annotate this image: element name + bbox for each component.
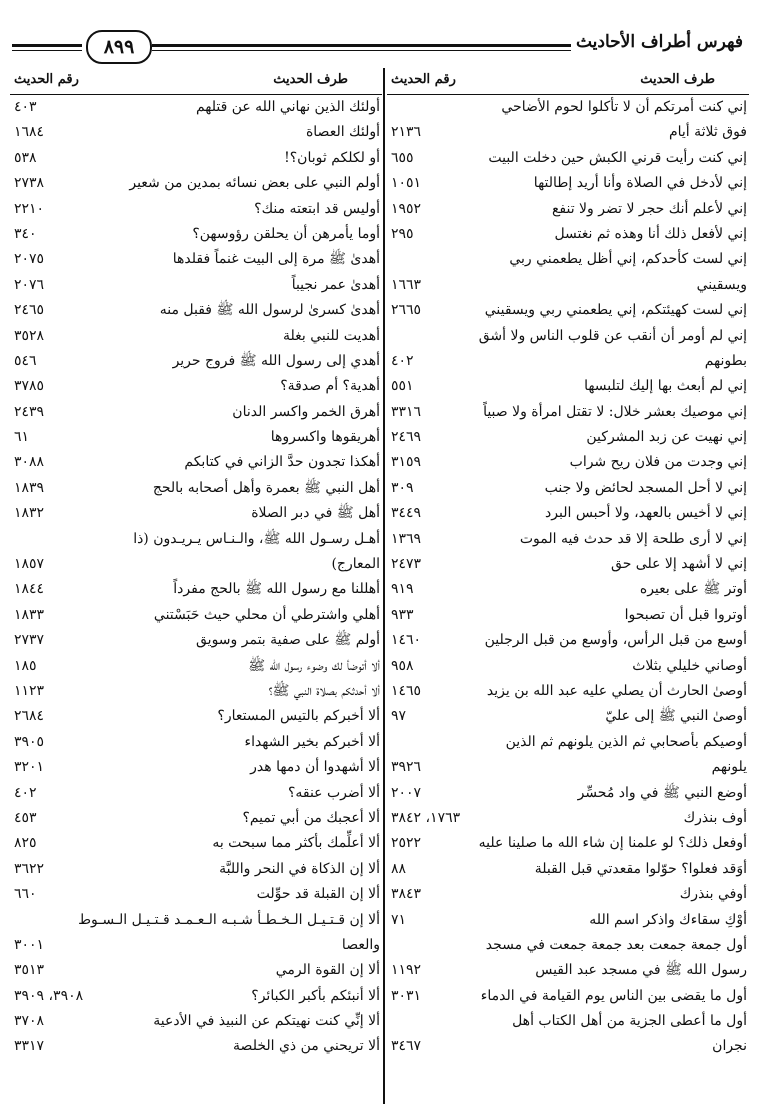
- index-entry: [10, 120, 382, 145]
- index-entry: [10, 679, 382, 704]
- index-entry: [10, 1009, 382, 1034]
- hadith-number: ٣٦٢٢: [14, 860, 45, 877]
- index-entry: [387, 806, 749, 831]
- hadith-text: نجران: [712, 1038, 747, 1055]
- hadith-text: أهكذا تجدون حدَّ الزاني في كتابكم: [184, 454, 380, 471]
- index-entry: [10, 171, 382, 196]
- index-entry: [387, 781, 749, 806]
- hadith-text: إني لأعلم أنك حجر لا تضر ولا تنفع: [551, 200, 747, 217]
- hadith-number: ٣٨٤٣: [391, 886, 422, 903]
- hadith-text: إني لست كأحدكم، إني أظل يطعمني ربي: [509, 251, 747, 268]
- index-entry: [387, 400, 749, 425]
- index-entry: [10, 247, 382, 272]
- hadith-number: ٢٢١٠: [14, 200, 45, 217]
- hadith-text: أهدىٰ كسرىٰ لرسول الله ﷺ فقبل منه: [159, 302, 380, 319]
- index-entry: [387, 654, 749, 679]
- index-entry: [10, 425, 382, 450]
- index-entry: [10, 730, 382, 755]
- hadith-number: ٥٣٨: [14, 149, 37, 166]
- hadith-text: أولم ﷺ على صفية بتمر وسويق: [196, 632, 380, 649]
- page-number: ٨٩٩: [86, 30, 152, 64]
- page-title: فهرس أطراف الأحاديث: [575, 32, 743, 52]
- index-entry: [10, 1034, 382, 1059]
- left-column: [10, 68, 382, 1100]
- index-entry: [10, 400, 382, 425]
- hadith-number: ٢٦٨٤: [14, 708, 45, 725]
- right-column: [387, 68, 749, 1100]
- hadith-number: ١٩٥٢: [391, 200, 422, 217]
- hadith-number: ٣٢٠١: [14, 759, 45, 776]
- hadith-text: أوتروا قبل أن تصبحوا: [624, 606, 747, 623]
- index-entry: [10, 501, 382, 526]
- index-entry: [387, 704, 749, 729]
- index-entry: [387, 501, 749, 526]
- index-entry: [387, 222, 749, 247]
- hadith-number: ١٦٦٣: [391, 276, 422, 293]
- hadith-text: ألا أحدثكم بصلاة النبي ﷺ؟: [268, 682, 380, 699]
- index-entry: [10, 781, 382, 806]
- hadith-number: ٩٣٣: [391, 606, 414, 623]
- index-entry: [10, 908, 382, 933]
- hadith-number: ٣٩٠٨، ٣٩٠٩: [14, 987, 84, 1004]
- hadith-number: ٤٠٢: [391, 352, 414, 369]
- index-entry: [387, 679, 749, 704]
- hadith-number: ٨٨: [391, 860, 407, 877]
- hadith-number: ١٨٥٧: [14, 556, 45, 573]
- index-entry: [10, 704, 382, 729]
- hadith-number: ١١٢٣: [14, 682, 45, 699]
- index-entry: [10, 298, 382, 323]
- hadith-text: ويسقيني: [696, 276, 747, 293]
- hadith-text: أوَقد فعلوا؟ حوّلوا مقعدتي قبل القبلة: [534, 860, 747, 877]
- hadith-text: أوصىٰ الحارث أن يصلي عليه عبد الله بن يزيد: [486, 682, 747, 699]
- index-entry: [387, 171, 749, 196]
- hadith-text: بطونهم: [704, 352, 747, 369]
- hadith-text: أهدية؟ أم صدقة؟: [280, 378, 380, 395]
- index-entry: [387, 603, 749, 628]
- index-entry: [387, 476, 749, 501]
- index-entry: [10, 527, 382, 552]
- index-entry: [387, 273, 749, 298]
- hadith-text: أوصىٰ النبي ﷺ إلى عليّ: [605, 708, 747, 725]
- hadith-text: أوفي بنذرك: [679, 886, 747, 903]
- hadith-text: أهل النبي ﷺ بعمرة وأهل أصحابه بالحج: [152, 479, 380, 496]
- index-entry: [10, 222, 382, 247]
- hadith-text: أهدي إلى رسول الله ﷺ فروج حرير: [172, 352, 380, 369]
- hadith-text: إني كنت أمرتكم أن لا تأكلوا لحوم الأضاحي: [501, 99, 747, 115]
- hadith-text: رسول الله ﷺ في مسجد عبد القيس: [535, 962, 747, 979]
- hadith-number: ١١٩٢: [391, 962, 422, 979]
- hadith-number: ٣٤٠: [14, 225, 37, 242]
- hadith-number: ٢١٣٦: [391, 124, 422, 141]
- hadith-number: ٣٧٨٥: [14, 378, 45, 395]
- index-entry: [10, 552, 382, 577]
- hadith-text: أولئك العصاة: [305, 124, 380, 141]
- hadith-text: أهللنا مع رسول الله ﷺ بالحج مفرداً: [173, 581, 380, 598]
- hadith-text: أوما يأمرهن أن يحلقن رؤوسهن؟: [192, 225, 380, 242]
- hadith-text: أول ما أعطى الجزية من أهل الكتاب أهل: [512, 1013, 747, 1030]
- hadith-number: ٢٠٧٥: [14, 251, 45, 268]
- hadith-text: إني موصيك بعشر خلال: لا تقتل امرأة ولا صبياً: [483, 403, 747, 420]
- hadith-text: أهدىٰ عمر نجيباً: [291, 276, 380, 293]
- index-entry: [10, 603, 382, 628]
- hadith-number: ٢٧٣٧: [14, 632, 45, 649]
- hadith-text: والعصا: [341, 936, 380, 953]
- hadith-number: ١٦٨٤: [14, 124, 45, 141]
- hadith-number: ١٨٥: [14, 657, 37, 674]
- hadith-text: ألا إن القبلة قد حوِّلت: [256, 886, 380, 903]
- index-entry: [10, 197, 382, 222]
- index-entry: [10, 95, 382, 120]
- hadith-text: أهريقوها واكسروها: [270, 429, 380, 446]
- header-rule: [152, 44, 571, 47]
- hadith-number: ٣٠٠١: [14, 936, 45, 953]
- hadith-number: ٣٤٤٩: [391, 505, 422, 522]
- index-entry: [387, 984, 749, 1009]
- index-entry: [10, 984, 382, 1009]
- hadith-number: ٢٤٧٣: [391, 556, 422, 573]
- hadith-number: ٣٥٢٨: [14, 327, 45, 344]
- index-entry: [10, 349, 382, 374]
- hadith-number: ٣٠٣١: [391, 987, 422, 1004]
- hadith-number: ٢٠٠٧: [391, 784, 422, 801]
- index-entry: [387, 857, 749, 882]
- hadith-number: ٧١: [391, 911, 407, 928]
- index-entry: [387, 374, 749, 399]
- hadith-text: أوليس قد ابتعته منك؟: [254, 200, 380, 217]
- hadith-number: ١٨٣٢: [14, 505, 45, 522]
- hadith-text: أول ما يقضى بين الناس يوم القيامة في الدماء: [480, 987, 747, 1004]
- index-entry: [10, 806, 382, 831]
- header-rule: [152, 50, 571, 51]
- hadith-text: إني كنت رأيت قرني الكبش حين دخلت البيت: [488, 149, 747, 166]
- index-entry: [10, 577, 382, 602]
- index-entry: [10, 654, 382, 679]
- hadith-number: ٩٧: [391, 708, 407, 725]
- hadith-text: أولئك الذين نهاني الله عن قتلهم: [195, 99, 380, 115]
- hadith-text: ألا أنبئكم بأكبر الكبائر؟: [251, 987, 380, 1004]
- hadith-number: ٢٦٦٥: [391, 302, 422, 319]
- index-entry: [387, 247, 749, 272]
- hadith-text: ألا أعلِّمك بأكثر مما سبحت به: [212, 835, 380, 852]
- index-entry: [10, 933, 382, 958]
- hadith-number: ٢٤٣٩: [14, 403, 45, 420]
- hadith-text: إني لا أرى طلحة إلا قد حدث فيه الموت: [519, 530, 747, 547]
- hadith-number: ١٨٤٤: [14, 581, 45, 598]
- hadith-text: إني وجدت من فلان ريح شراب: [569, 454, 747, 471]
- column-header: [10, 68, 382, 95]
- index-entry: [10, 374, 382, 399]
- hadith-text: إني نهيت عن زبد المشركين: [586, 429, 747, 446]
- index-entry: [387, 1034, 749, 1059]
- hadith-text: ألا إن الذكاة في النحر واللبَّة: [219, 860, 380, 877]
- hadith-number: ٤٠٣: [14, 99, 37, 115]
- hadith-text: إني لا أشهد إلا على حق: [611, 556, 747, 573]
- hadith-text: أهلي واشترطي أن محلي حيث حَبَسْتني: [153, 606, 380, 623]
- column-header: [387, 68, 749, 95]
- index-entry: [10, 857, 382, 882]
- index-entry: [387, 958, 749, 983]
- column-divider: [383, 68, 385, 1104]
- hadith-number: ٦٥٥: [391, 149, 414, 166]
- hadith-text: أهرق الخمر واكسر الدنان: [232, 403, 380, 420]
- hadith-text: إني لأفعل ذلك أنا وهذه ثم نغتسل: [554, 225, 747, 242]
- hadith-number: ٣٣١٦: [391, 403, 422, 420]
- hadith-number: ٢٤٦٥: [14, 302, 45, 319]
- hadith-number: ٢٧٣٨: [14, 175, 45, 192]
- hadith-number: ٣٠٨٨: [14, 454, 45, 471]
- hadith-number: ٤٠٢: [14, 784, 37, 801]
- hadith-text: أوضع النبي ﷺ في واد مُحسِّر: [577, 784, 747, 801]
- index-entry: [10, 450, 382, 475]
- index-entry: [10, 273, 382, 298]
- hadith-number: ٣٠٩: [391, 479, 414, 496]
- hadith-text: ألا إن القوة الرمي: [275, 962, 380, 979]
- hadith-text: أوفعل ذلك؟ لو علمنا إن شاء الله ما صلينا عليه: [478, 835, 747, 852]
- hadith-number: ١٨٣٣: [14, 606, 45, 623]
- hadith-number: ٣٤٦٧: [391, 1038, 422, 1055]
- hadith-text: إني لا أخيس بالعهد، ولا أحبس البرد: [545, 505, 747, 522]
- index-entry: [10, 146, 382, 171]
- hadith-text: يلونهم: [711, 759, 747, 776]
- right-entries: [387, 95, 749, 1060]
- index-entry: [10, 324, 382, 349]
- hadith-text: أوصيكم بأصحابي ثم الذين يلونهم ثم الذين: [505, 733, 747, 750]
- hadith-number: ٤٥٣: [14, 809, 37, 826]
- hadith-text-header: طرف الحديث: [640, 72, 715, 87]
- hadith-number: ٨٢٥: [14, 835, 37, 852]
- hadith-number: ٥٥١: [391, 378, 414, 395]
- index-entry: [387, 628, 749, 653]
- index-entry: [10, 755, 382, 780]
- hadith-text: أوتر ﷺ على بعيره: [639, 581, 747, 598]
- hadith-text: إني لم أبعث بها إليك لتلبسها: [584, 378, 747, 395]
- hadith-number: ٣٩٠٥: [14, 733, 45, 750]
- hadith-number: ٣٥١٣: [14, 962, 45, 979]
- hadith-text-header: طرف الحديث: [273, 72, 348, 87]
- index-entry: [387, 146, 749, 171]
- hadith-number: ١٤٦٥: [391, 682, 422, 699]
- hadith-text: أهـل رسـول الله ﷺ، والـنـاس يـريـدون (ذا: [133, 530, 380, 547]
- hadith-text: أو لكلكم ثوبان؟!: [284, 149, 380, 166]
- index-entry: [387, 298, 749, 323]
- hadith-number-header: رقم الحديث: [14, 72, 79, 87]
- hadith-text: إني لا أحل المسجد لحائض ولا جنب: [544, 479, 747, 496]
- hadith-text: فوق ثلاثة أيام: [668, 124, 747, 141]
- index-entry: [387, 933, 749, 958]
- hadith-text: إني لست كهيئتكم، إني يطعمني ربي ويسقيني: [484, 302, 747, 319]
- hadith-text: أهديت للنبي بغلة: [283, 327, 380, 344]
- hadith-text: ألا أخبركم بخير الشهداء: [244, 733, 380, 750]
- index-entry: [387, 197, 749, 222]
- index-entry: [387, 755, 749, 780]
- hadith-text: أهدىٰ ﷺ مرة إلى البيت غنماً فقلدها: [172, 251, 380, 268]
- hadith-number: ٢٤٦٩: [391, 429, 422, 446]
- hadith-text: أوسع من قبل الرأس، وأوسع من قبل الرجلين: [484, 632, 747, 649]
- page-header: [12, 26, 743, 66]
- hadith-text: ألا إنِّي كنت نهيتكم عن النبيذ في الأدعية: [153, 1013, 380, 1030]
- index-entry: [10, 958, 382, 983]
- hadith-text: أوف بنذرك: [683, 809, 747, 826]
- hadith-number: ١٨٣٩: [14, 479, 45, 496]
- hadith-number: ٥٤٦: [14, 352, 37, 369]
- hadith-number: ٩١٩: [391, 581, 414, 598]
- hadith-text: أهل ﷺ في دبر الصلاة: [251, 505, 380, 522]
- hadith-text: ألا أعجبك من أبي تميم؟: [242, 809, 380, 826]
- hadith-text: أوْكِ سقاءك واذكر اسم الله: [589, 911, 747, 928]
- left-entries: [10, 95, 382, 1060]
- index-entry: [387, 324, 749, 349]
- hadith-number-header: رقم الحديث: [391, 72, 456, 87]
- index-entry: [387, 552, 749, 577]
- hadith-text: إني لم أومر أن أنقب عن قلوب الناس ولا أشق: [478, 327, 747, 344]
- header-rule: [12, 44, 82, 47]
- hadith-number: ٢٠٧٦: [14, 276, 45, 293]
- hadith-text: ألا تريحني من ذي الخلصة: [233, 1038, 380, 1055]
- hadith-number: ٦٦٠: [14, 886, 37, 903]
- index-entry: [387, 908, 749, 933]
- hadith-text: إني لأدخل في الصلاة وأنا أريد إطالتها: [533, 175, 747, 192]
- index-entry: [10, 628, 382, 653]
- hadith-number: ٢٥٢٢: [391, 835, 422, 852]
- hadith-text: ألا أشهدوا أن دمها هدر: [250, 759, 380, 776]
- hadith-text: أول جمعة جمعت بعد جمعة جمعت في مسجد: [485, 936, 747, 953]
- hadith-text: ألا إن قـتـيـل الـخـطـأ شـبـه الـعـمـد قـتـيـل الـسـوط: [78, 911, 380, 928]
- hadith-text: ألا أخبركم بالتيس المستعار؟: [217, 708, 380, 725]
- index-entry: [387, 120, 749, 145]
- index-entry: [387, 95, 749, 120]
- hadith-text: أوصاني خليلي بثلاث: [632, 657, 747, 674]
- index-entry: [10, 831, 382, 856]
- index-entry: [387, 1009, 749, 1034]
- index-entry: [387, 450, 749, 475]
- index-entry: [387, 349, 749, 374]
- hadith-number: ٣٩٢٦: [391, 759, 422, 776]
- index-entry: [387, 527, 749, 552]
- hadith-text: المعارج): [331, 556, 380, 573]
- hadith-number: ١٣٦٩: [391, 530, 422, 547]
- header-rule: [12, 50, 82, 51]
- index-entry: [387, 882, 749, 907]
- hadith-text: أولم النبي على بعض نسائه بمدين من شعير: [129, 175, 380, 192]
- index-entry: [387, 831, 749, 856]
- hadith-number: ١٠٥١: [391, 175, 422, 192]
- hadith-number: ٣٧٠٨: [14, 1013, 45, 1030]
- hadith-number: ٢٩٥: [391, 225, 414, 242]
- index-entry: [10, 476, 382, 501]
- hadith-number: ٣١٥٩: [391, 454, 422, 471]
- index-entry: [387, 425, 749, 450]
- index-entry: [387, 730, 749, 755]
- index-entry: [10, 882, 382, 907]
- hadith-number: ١٤٦٠: [391, 632, 422, 649]
- index-entry: [387, 577, 749, 602]
- hadith-text: ألا أضرب عنقه؟: [287, 784, 380, 801]
- hadith-number: ٦١: [14, 429, 30, 446]
- hadith-number: ٣٣١٧: [14, 1038, 45, 1055]
- hadith-number: ١٧٦٣، ٣٨٤٢: [391, 809, 461, 826]
- hadith-text: ألا أتوضأ لك وضوء رسول الله ﷺ: [248, 657, 380, 674]
- hadith-number: ٩٥٨: [391, 657, 414, 674]
